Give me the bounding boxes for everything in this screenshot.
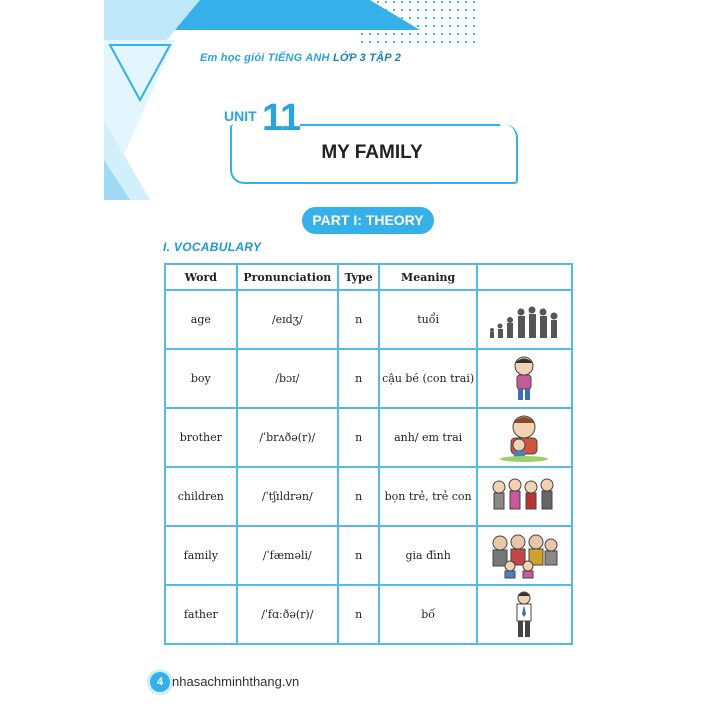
picture-cell xyxy=(477,349,572,408)
unit-title: MY FAMILY xyxy=(321,142,423,163)
picture-cell xyxy=(477,585,572,644)
picture-cell xyxy=(477,526,572,585)
type-cell: n xyxy=(338,349,379,408)
series-title-main: Em học giỏi TIẾNG ANH xyxy=(200,52,330,64)
children-icon xyxy=(489,475,559,519)
word-cell: brother xyxy=(165,408,237,467)
word-cell: father xyxy=(165,585,237,644)
meaning-cell: cậu bé (con trai) xyxy=(379,349,477,408)
vocabulary-table xyxy=(164,263,573,645)
unit-number: 11 xyxy=(262,97,301,139)
meaning-cell: anh/ em trai xyxy=(379,408,477,467)
meaning-cell: bố xyxy=(379,585,477,644)
table-header-row xyxy=(165,264,572,290)
type-cell: n xyxy=(338,526,379,585)
unit-label: UNIT xyxy=(224,108,257,124)
father-icon xyxy=(509,590,539,640)
header-meaning: Meaning xyxy=(379,264,477,290)
pronunciation-cell: /ˈbrʌðə(r)/ xyxy=(237,408,338,467)
page-number: 4 xyxy=(150,672,170,692)
type-cell: n xyxy=(338,408,379,467)
meaning-cell: tuổi xyxy=(379,290,477,349)
part-label: PART I: THEORY xyxy=(302,207,434,234)
header-pronunciation: Pronunciation xyxy=(237,264,338,290)
boy-icon xyxy=(504,354,544,404)
series-title xyxy=(200,52,401,64)
table-row xyxy=(165,585,572,644)
word-cell: age xyxy=(165,290,237,349)
table-row xyxy=(165,408,572,467)
table-row xyxy=(165,526,572,585)
pronunciation-cell: /ˈfæməli/ xyxy=(237,526,338,585)
unit-frame-top xyxy=(300,124,500,126)
header-picture xyxy=(477,264,572,290)
type-cell: n xyxy=(338,585,379,644)
family-icon xyxy=(488,533,560,579)
series-title-level: LỚP 3 TẬP 2 xyxy=(332,52,402,64)
picture-cell xyxy=(477,290,572,349)
table-row xyxy=(165,467,572,526)
section-title: I. VOCABULARY xyxy=(163,240,262,254)
header-type: Type xyxy=(338,264,379,290)
header-word: Word xyxy=(165,264,237,290)
pronunciation-cell: /eɪdʒ/ xyxy=(237,290,338,349)
picture-cell xyxy=(477,408,572,467)
meaning-cell: bọn trẻ, trẻ con xyxy=(379,467,477,526)
picture-cell xyxy=(477,467,572,526)
word-cell: family xyxy=(165,526,237,585)
meaning-cell: gia đình xyxy=(379,526,477,585)
pronunciation-cell: /ˈtʃɪldrən/ xyxy=(237,467,338,526)
word-cell: boy xyxy=(165,349,237,408)
website-link[interactable]: nhasachminhthang.vn xyxy=(172,674,300,689)
brothers-icon xyxy=(497,413,551,463)
type-cell: n xyxy=(338,467,379,526)
type-cell: n xyxy=(338,290,379,349)
aging-silhouettes-icon xyxy=(486,300,562,340)
table-row xyxy=(165,349,572,408)
pronunciation-cell: /ˈfɑːðə(r)/ xyxy=(237,585,338,644)
word-cell: children xyxy=(165,467,237,526)
pronunciation-cell: /bɔɪ/ xyxy=(237,349,338,408)
table-row xyxy=(165,290,572,349)
